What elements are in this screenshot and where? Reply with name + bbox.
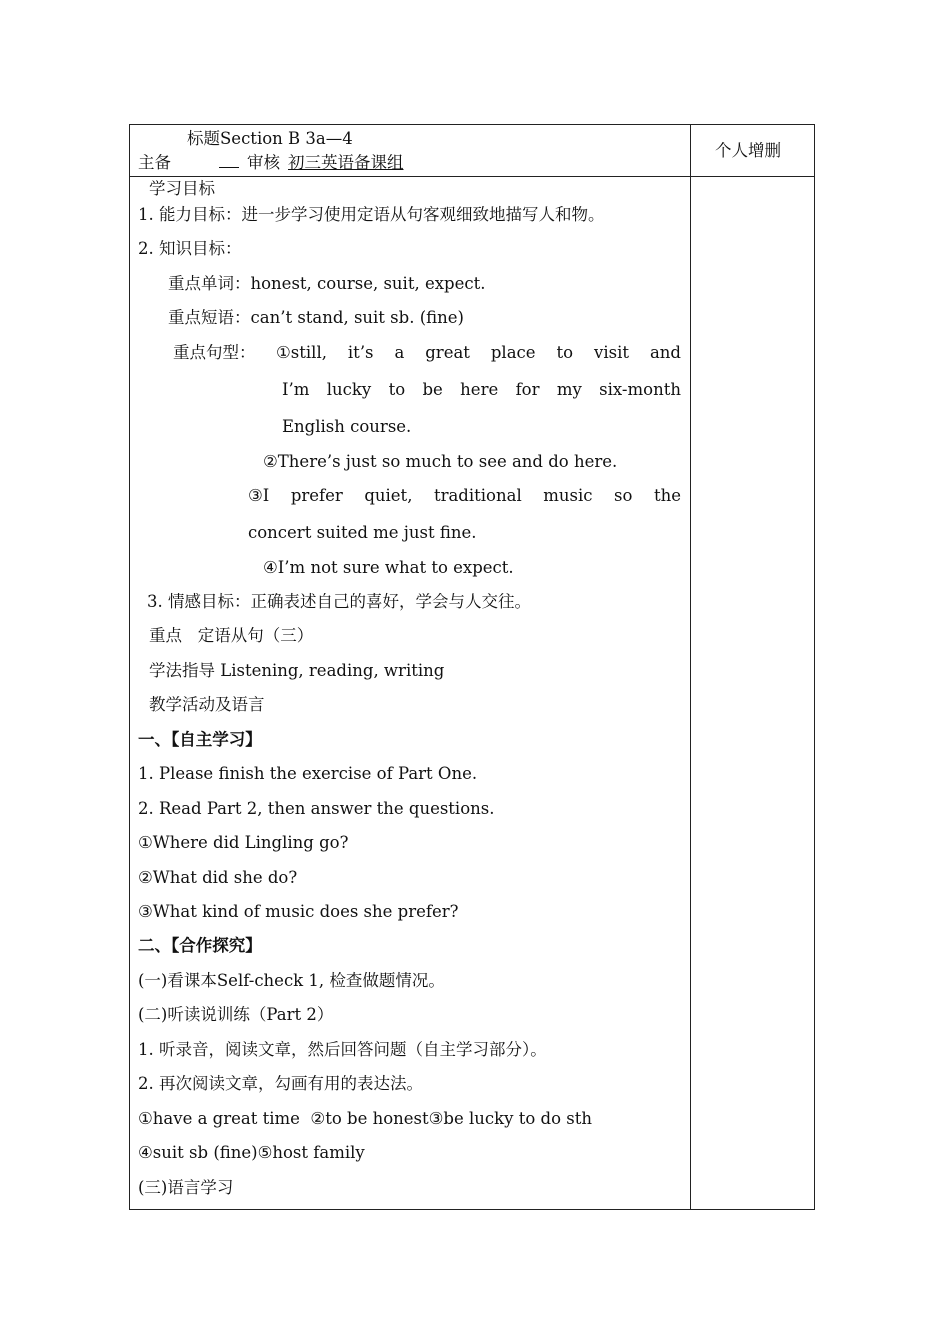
word: the	[653, 486, 681, 505]
sentence-2: ②There’s just so much to see and do here.	[263, 452, 618, 471]
part1-heading: 一、【自主学习】	[138, 730, 262, 749]
part1-sub-a: ①Where did Lingling go?	[138, 833, 349, 852]
part2-item-1: (一)看课本Self-check 1, 检查做题情况。	[138, 971, 445, 990]
word: so	[614, 486, 633, 505]
activity-heading: 教学活动及语言	[149, 695, 265, 714]
word: be	[422, 380, 443, 399]
word: ③I	[248, 486, 270, 505]
word: to	[556, 343, 574, 362]
part2-item-3: (三)语言学习	[138, 1178, 234, 1197]
word: here	[460, 380, 499, 399]
goal-emotion: 3. 情感目标：正确表述自己的喜好，学会与人交往。	[147, 592, 531, 611]
part1-sub-c: ③What kind of music does she prefer?	[138, 902, 459, 921]
part1-sub-b: ②What did she do?	[138, 868, 298, 887]
word: music	[543, 486, 593, 505]
author-label: 主备	[138, 153, 171, 172]
goal-ability: 1. 能力目标：进一步学习使用定语从句客观细致地描写人和物。	[138, 205, 605, 224]
word: ①still,	[276, 343, 327, 362]
word: traditional	[433, 486, 522, 505]
side-column-heading: 个人增删	[715, 141, 781, 160]
part2-step-1: 1. 听录音，阅读文章，然后回答问题（自主学习部分）。	[138, 1040, 547, 1059]
title-line	[187, 129, 353, 149]
goal-knowledge: 2. 知识目标：	[138, 239, 242, 258]
word: it’s	[347, 343, 374, 362]
header-divider	[130, 176, 814, 177]
part2-step-2: 2. 再次阅读文章，勾画有用的表达法。	[138, 1074, 423, 1093]
part2-item-2: (二)听读说训练（Part 2）	[138, 1005, 334, 1024]
method-guide: 学法指导 Listening, reading, writing	[149, 661, 445, 680]
sentence-3-line-2: concert suited me just fine.	[248, 523, 477, 542]
word: and	[649, 343, 681, 362]
key-point: 重点 定语从句（三）	[149, 626, 314, 645]
sentence-4: ④I’m not sure what to expect.	[263, 558, 514, 577]
word: visit	[594, 343, 629, 362]
key-phrases: 重点短语：can’t stand, suit sb. (fine)	[168, 308, 464, 327]
part1-question-1: 1. Please finish the exercise of Part One.	[138, 764, 478, 783]
goals-heading: 学习目标	[149, 179, 215, 198]
column-divider	[690, 125, 691, 1209]
word: prefer	[290, 486, 343, 505]
word: place	[490, 343, 536, 362]
title-label: 标题	[187, 129, 220, 148]
expressions-line-1: ①have a great time ②to be honest③be lucky to do sth	[138, 1109, 592, 1128]
sentence-1-line-1	[276, 343, 681, 363]
word: six-month	[599, 380, 681, 399]
word: I’m	[282, 380, 310, 399]
expressions-line-2: ④suit sb (fine)⑤host family	[138, 1143, 365, 1162]
lesson-plan-table	[129, 124, 815, 1210]
key-words: 重点单词：honest, course, suit, expect.	[168, 274, 486, 293]
author-line	[138, 153, 404, 173]
lesson-title: Section B 3a—4	[220, 129, 353, 148]
author-blank	[219, 153, 239, 168]
reviewer-name: 初三英语备课组	[288, 153, 404, 172]
word: great	[425, 343, 470, 362]
key-sentences-label: 重点句型：	[173, 343, 256, 362]
sentence-1-line-2	[282, 380, 681, 400]
sentence-1-line-3: English course.	[282, 417, 412, 436]
word: for	[515, 380, 540, 399]
word: my	[556, 380, 582, 399]
reviewer-label: 审核	[247, 153, 280, 172]
sentence-3-line-1	[248, 486, 681, 506]
word: lucky	[326, 380, 372, 399]
word: quiet,	[364, 486, 413, 505]
word: to	[388, 380, 406, 399]
part1-question-2: 2. Read Part 2, then answer the questions.	[138, 799, 495, 818]
part2-heading: 二、【合作探究】	[138, 936, 262, 955]
word: a	[394, 343, 405, 362]
